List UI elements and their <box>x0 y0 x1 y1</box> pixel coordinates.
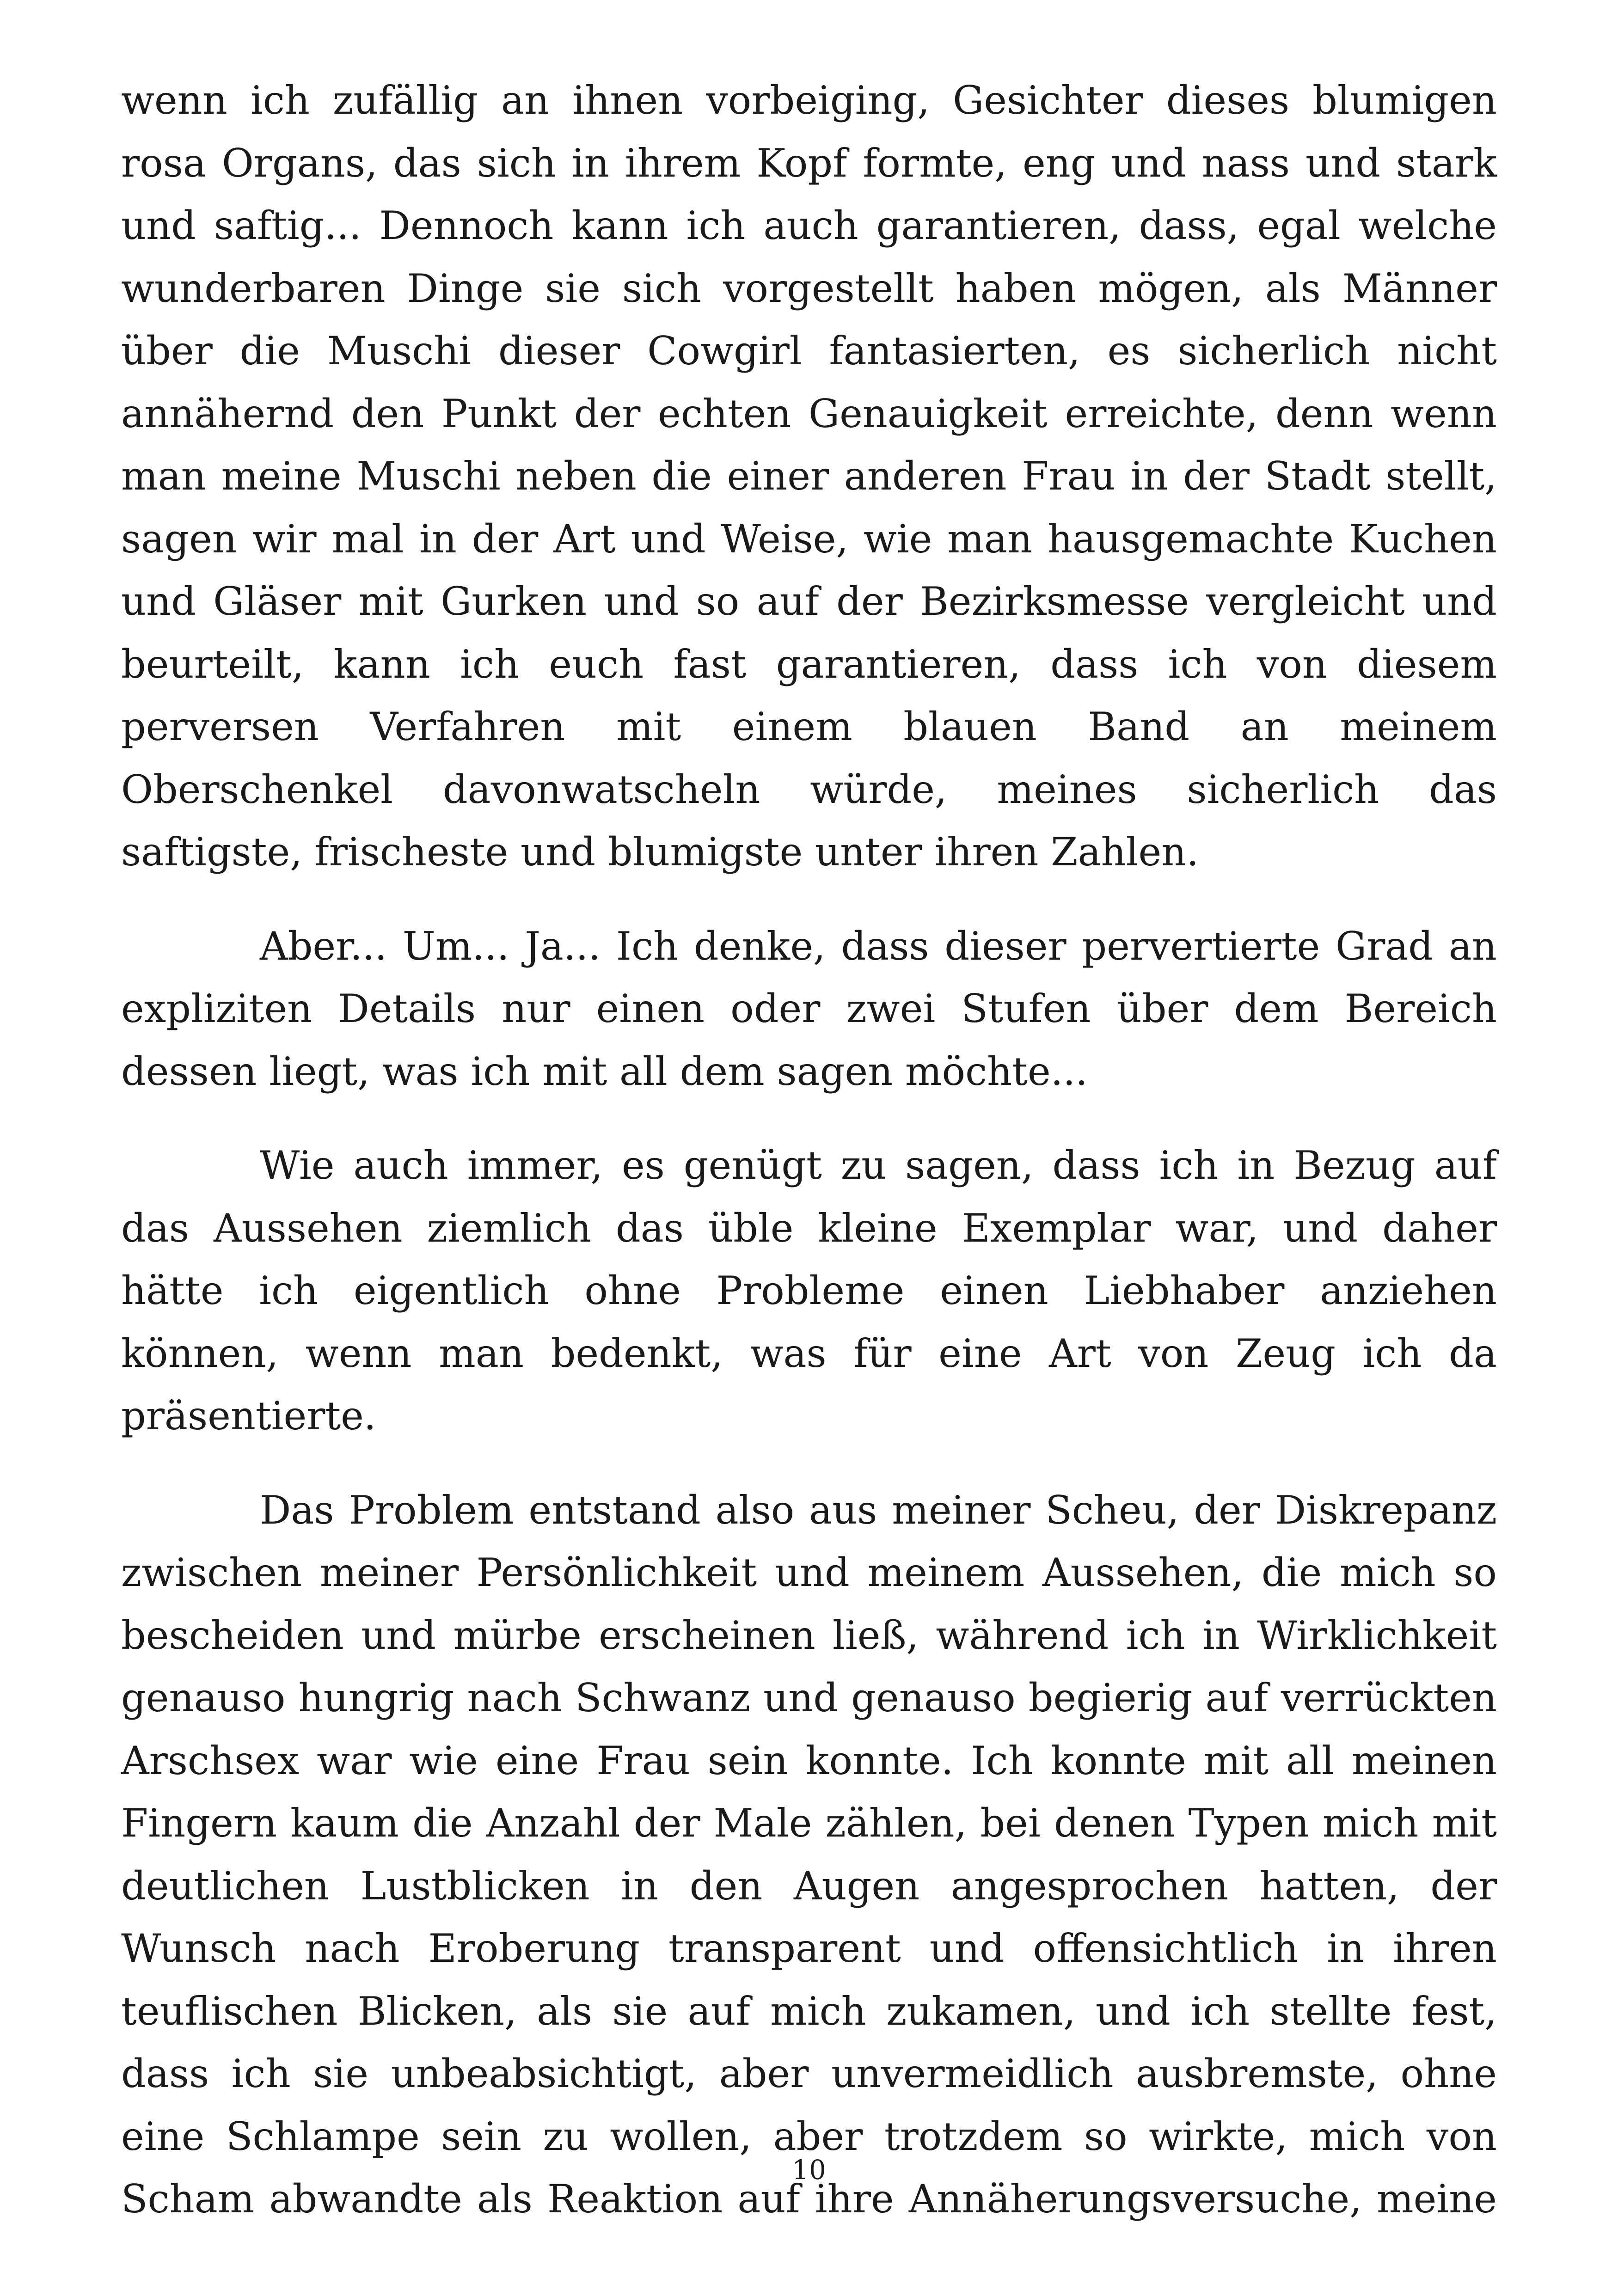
paragraph-3: Wie auch immer, es genügt zu sagen, dass ich in Bezug auf das Aussehen ziemlich das üble kleine Exemplar war, und daher hätte ich eigentlich ohne Probleme einen Liebhaber anziehen können, wenn man bedenkt, was für eine Art von Zeug ich da präsentierte. <box>121 1143 1497 1439</box>
paragraph-1: wenn ich zufällig an ihnen vorbeiging, Gesichter dieses blumigen rosa Organs, das sich in ihrem Kopf formte, eng und nass und stark und saftig... Dennoch kann ich auch garantieren, dass, egal welche wunderbaren Dinge sie sich vorgestellt haben mögen, als Männer über die Muschi dieser Cowgirl fantasierten, es sicherlich nicht annähernd den Punkt der echten Genauigkeit erreichte, denn wenn man meine Muschi neben die einer anderen Frau in der Stadt stellt, sagen wir mal in der Art und Weise, wie man hausgemachte Kuchen und Gläser mit Gurken und so auf der Bezirksmesse vergleicht und beurteilt, kann ich euch fast garantieren, dass ich von diesem perversen Verfahren mit einem blauen Band an meinem Oberschenkel davonwatscheln würde, meines sicherlich das saftigste, frischeste und blumigste unter ihren Zahlen. <box>121 78 1497 875</box>
body-text <box>121 69 1497 2231</box>
paragraph-4: Das Problem entstand also aus meiner Scheu, der Diskrepanz zwischen meiner Persönlichkeit und meinem Aussehen, die mich so bescheiden und mürbe erscheinen ließ, während ich in Wirklichkeit genauso hungrig nach Schwanz und genauso begierig auf verrückten Arschsex war wie eine Frau sein konnte. Ich konnte mit all meinen Fingern kaum die Anzahl der Male zählen, bei denen Typen mich mit deutlichen Lustblicken in den Augen angesprochen hatten, der Wunsch nach Eroberung transparent und offensichtlich in ihren teuflischen Blicken, als sie auf mich zukamen, und ich stellte fest, dass ich sie unbeabsichtigt, aber unvermeidlich ausbremste, ohne eine Schlampe sein zu wollen, aber trotzdem so wirkte, mich von Scham abwandte als Reaktion auf ihre Annäherungsversuche, meine <box>121 1487 1497 2222</box>
paragraph-2: Aber... Um... Ja... Ich denke, dass dieser pervertierte Grad an expliziten Details nur einen oder zwei Stufen über dem Bereich dessen liegt, was ich mit all dem sagen möchte... <box>121 923 1497 1094</box>
page-number: 10 <box>792 2154 826 2186</box>
